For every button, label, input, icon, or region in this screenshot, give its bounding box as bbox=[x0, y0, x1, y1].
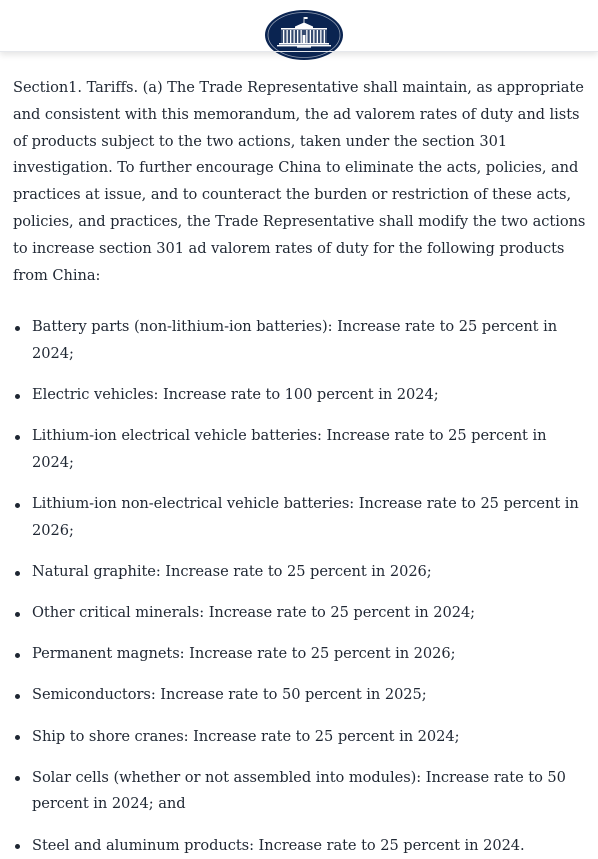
site-header bbox=[0, 0, 598, 52]
list-item: Semiconductors: Increase rate to 50 percent in 2025; bbox=[13, 682, 588, 709]
list-item: Lithium-ion non-electrical vehicle batteries: Increase rate to 25 percent in 2026; bbox=[13, 491, 588, 545]
list-item: Electric vehicles: Increase rate to 100 percent in 2024; bbox=[13, 382, 588, 409]
list-item: Other critical minerals: Increase rate to 25 percent in 2024; bbox=[13, 600, 588, 627]
header-divider bbox=[0, 51, 598, 52]
list-item: Steel and aluminum products: Increase rate to 25 percent in 2024. bbox=[13, 833, 588, 859]
section-intro-paragraph: Section1. Tariffs. (a) The Trade Representative shall maintain, as appropriate and consistent with this memorandum, the ad valorem rates of duty and lists of products subject to the two actions, taken under the section 301 investigation. To further encourage China to eliminate the acts, policies, and practices at issue, and to counteract the burden or restriction of these acts, policies, and practices, the Trade Representative shall modify the two actions to increase section 301 ad valorem rates of duty for the following products from China: bbox=[13, 75, 588, 289]
list-item: Solar cells (whether or not assembled into modules): Increase rate to 50 percent in 2024; and bbox=[13, 765, 588, 819]
list-item: Lithium-ion electrical vehicle batteries: Increase rate to 25 percent in 2024; bbox=[13, 423, 588, 477]
product-list bbox=[13, 314, 588, 859]
memorandum-body bbox=[0, 52, 598, 859]
list-item: Permanent magnets: Increase rate to 25 percent in 2026; bbox=[13, 641, 588, 668]
list-item: Battery parts (non-lithium-ion batteries): Increase rate to 25 percent in 2024; bbox=[13, 314, 588, 368]
list-item: Natural graphite: Increase rate to 25 percent in 2026; bbox=[13, 559, 588, 586]
white-house-seal-icon[interactable] bbox=[264, 9, 344, 61]
list-item: Ship to shore cranes: Increase rate to 25 percent in 2024; bbox=[13, 724, 588, 751]
